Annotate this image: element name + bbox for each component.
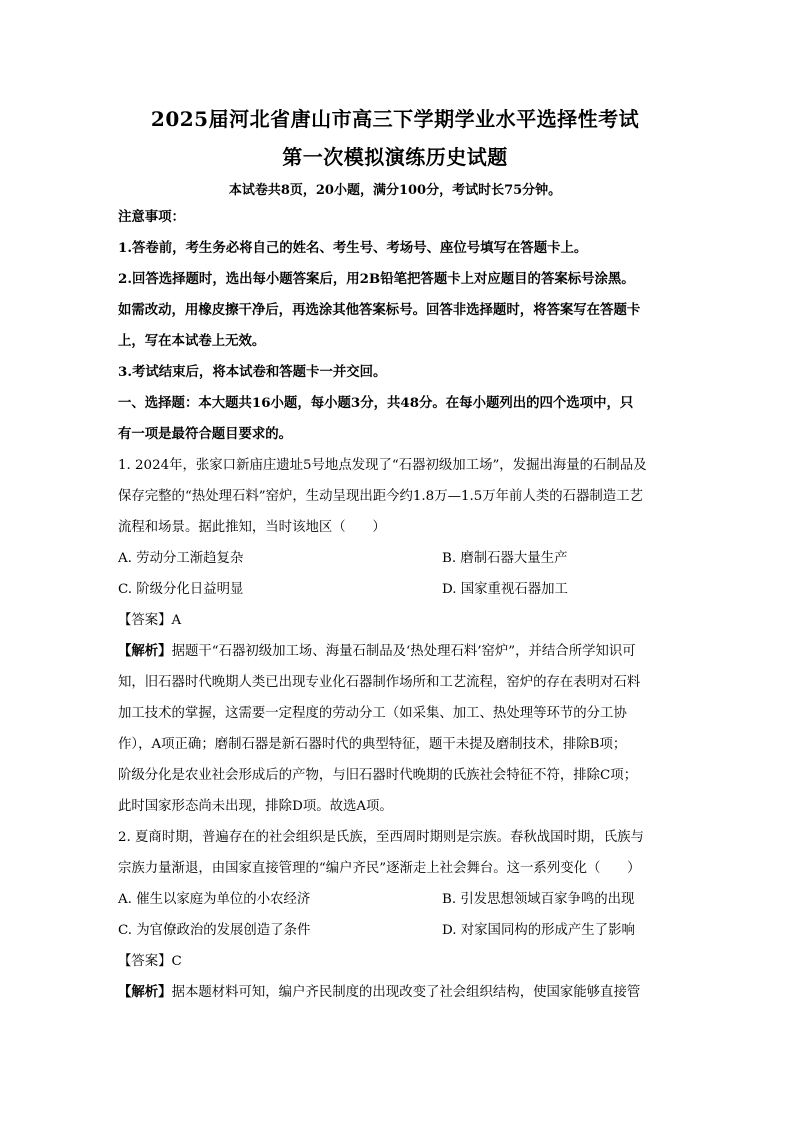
section-heading-line: 有一项是最符合题目要求的。 (118, 426, 293, 442)
analysis-label: 【解析】 (118, 643, 172, 659)
question-2-options-row-1 (118, 884, 672, 915)
notes-item-2-line: 如需改动，用橡皮擦干净后，再选涂其他答案标号。回答非选择题时，将答案写在答题卡 (118, 302, 641, 318)
question-1-analysis (118, 636, 672, 822)
analysis-line (118, 636, 672, 667)
exam-page (118, 100, 672, 1008)
analysis-line: 此时国家形态尚未出现，排除D项。故选A项。 (118, 799, 393, 814)
question-stem-line: 宗族力量渐退，由国家直接管理的“编户齐民”逐渐走上社会舞台。这一系列变化（ ） (118, 861, 641, 876)
page-title-line1: 2025届河北省唐山市高三下学期学业水平选择性考试 (150, 107, 640, 131)
option-c: C. 阶级分化日益明显 (118, 582, 244, 597)
option-d: D. 国家重视石器加工 (442, 582, 568, 597)
question-2-stem (118, 822, 672, 884)
question-1-options-row-1 (118, 543, 672, 574)
notes-item-2 (118, 264, 672, 357)
exam-info: 本试卷共8页，20小题，满分100分，考试时长75分钟。 (228, 183, 562, 198)
question-2-analysis (118, 977, 672, 1008)
page-title-line2: 第一次模拟演练历史试题 (282, 145, 508, 169)
notes-item-1: 1.答卷前，考生务必将自己的姓名、考生号、考场号、座位号填写在答题卡上。 (118, 240, 588, 256)
question-stem-line: 流程和场景。据此推知，当时该地区（ ） (118, 520, 386, 535)
notes-item-3: 3.考试结束后，将本试卷和答题卡一并交回。 (118, 364, 387, 380)
option-a: A. 催生以家庭为单位的小农经济 (118, 892, 311, 907)
option-b: B. 引发思想领域百家争鸣的出现 (442, 892, 635, 907)
question-stem-line: 1. 2024年，张家口新庙庄遗址5号地点发现了“石器初级加工场”，发掘出海量的石制品及 (118, 458, 647, 473)
notes-heading: 注意事项： (118, 209, 185, 225)
analysis-line: 知，旧石器时代晚期人类已出现专业化石器制作场所和工艺流程，窑炉的存在表明对石料 (118, 675, 641, 690)
question-stem-line: 2. 夏商时期，普遍存在的社会组织是氏族，至西周时期则是宗族。春秋战国时期，氏族与 (118, 830, 644, 845)
analysis-line: 作），A项正确；磨制石器是新石器时代的典型特征，题干未提及磨制技术，排除B项； (118, 737, 627, 752)
question-stem-line: 保存完整的“热处理石料”窑炉，生动呈现出距今约1.8万—1.5万年前人类的石器制造工艺 (118, 489, 643, 504)
question-1-options-row-2 (118, 574, 672, 605)
analysis-label: 【解析】 (118, 984, 172, 1000)
analysis-text: 据题干“石器初级加工场、海量石制品及‘热处理石料’窑炉”，并结合所学知识可 (171, 644, 636, 659)
option-c: C. 为官僚政治的发展创造了条件 (118, 923, 311, 938)
option-b: B. 磨制石器大量生产 (442, 551, 568, 566)
notes-item-2-line: 上，写在本试卷上无效。 (118, 333, 266, 349)
analysis-line: 加工技术的掌握，这需要一定程度的劳动分工（如采集、加工、热处理等环节的分工协 (118, 706, 627, 721)
question-1-stem (118, 450, 672, 543)
question-2-options-row-2 (118, 915, 672, 946)
analysis-line: 阶级分化是农业社会形成后的产物，与旧石器时代晚期的氏族社会特征不符，排除C项； (118, 768, 638, 783)
section-heading-line: 一、选择题：本大题共16小题，每小题3分，共48分。在每小题列出的四个选项中，只 (118, 395, 634, 411)
option-d: D. 对家国同构的形成产生了影响 (442, 923, 635, 938)
analysis-line (118, 977, 672, 1008)
notes-item-2-line: 2.回答选择题时，选出每小题答案后，用2B铅笔把答题卡上对应题目的答案标号涂黑。 (118, 271, 635, 287)
section-heading (118, 388, 672, 450)
option-a: A. 劳动分工渐趋复杂 (118, 551, 244, 566)
question-1-answer: 【答案】A (118, 613, 182, 628)
analysis-text: 据本题材料可知，编户齐民制度的出现改变了社会组织结构，使国家能够直接管 (171, 985, 641, 1000)
question-2-answer: 【答案】C (118, 954, 182, 969)
